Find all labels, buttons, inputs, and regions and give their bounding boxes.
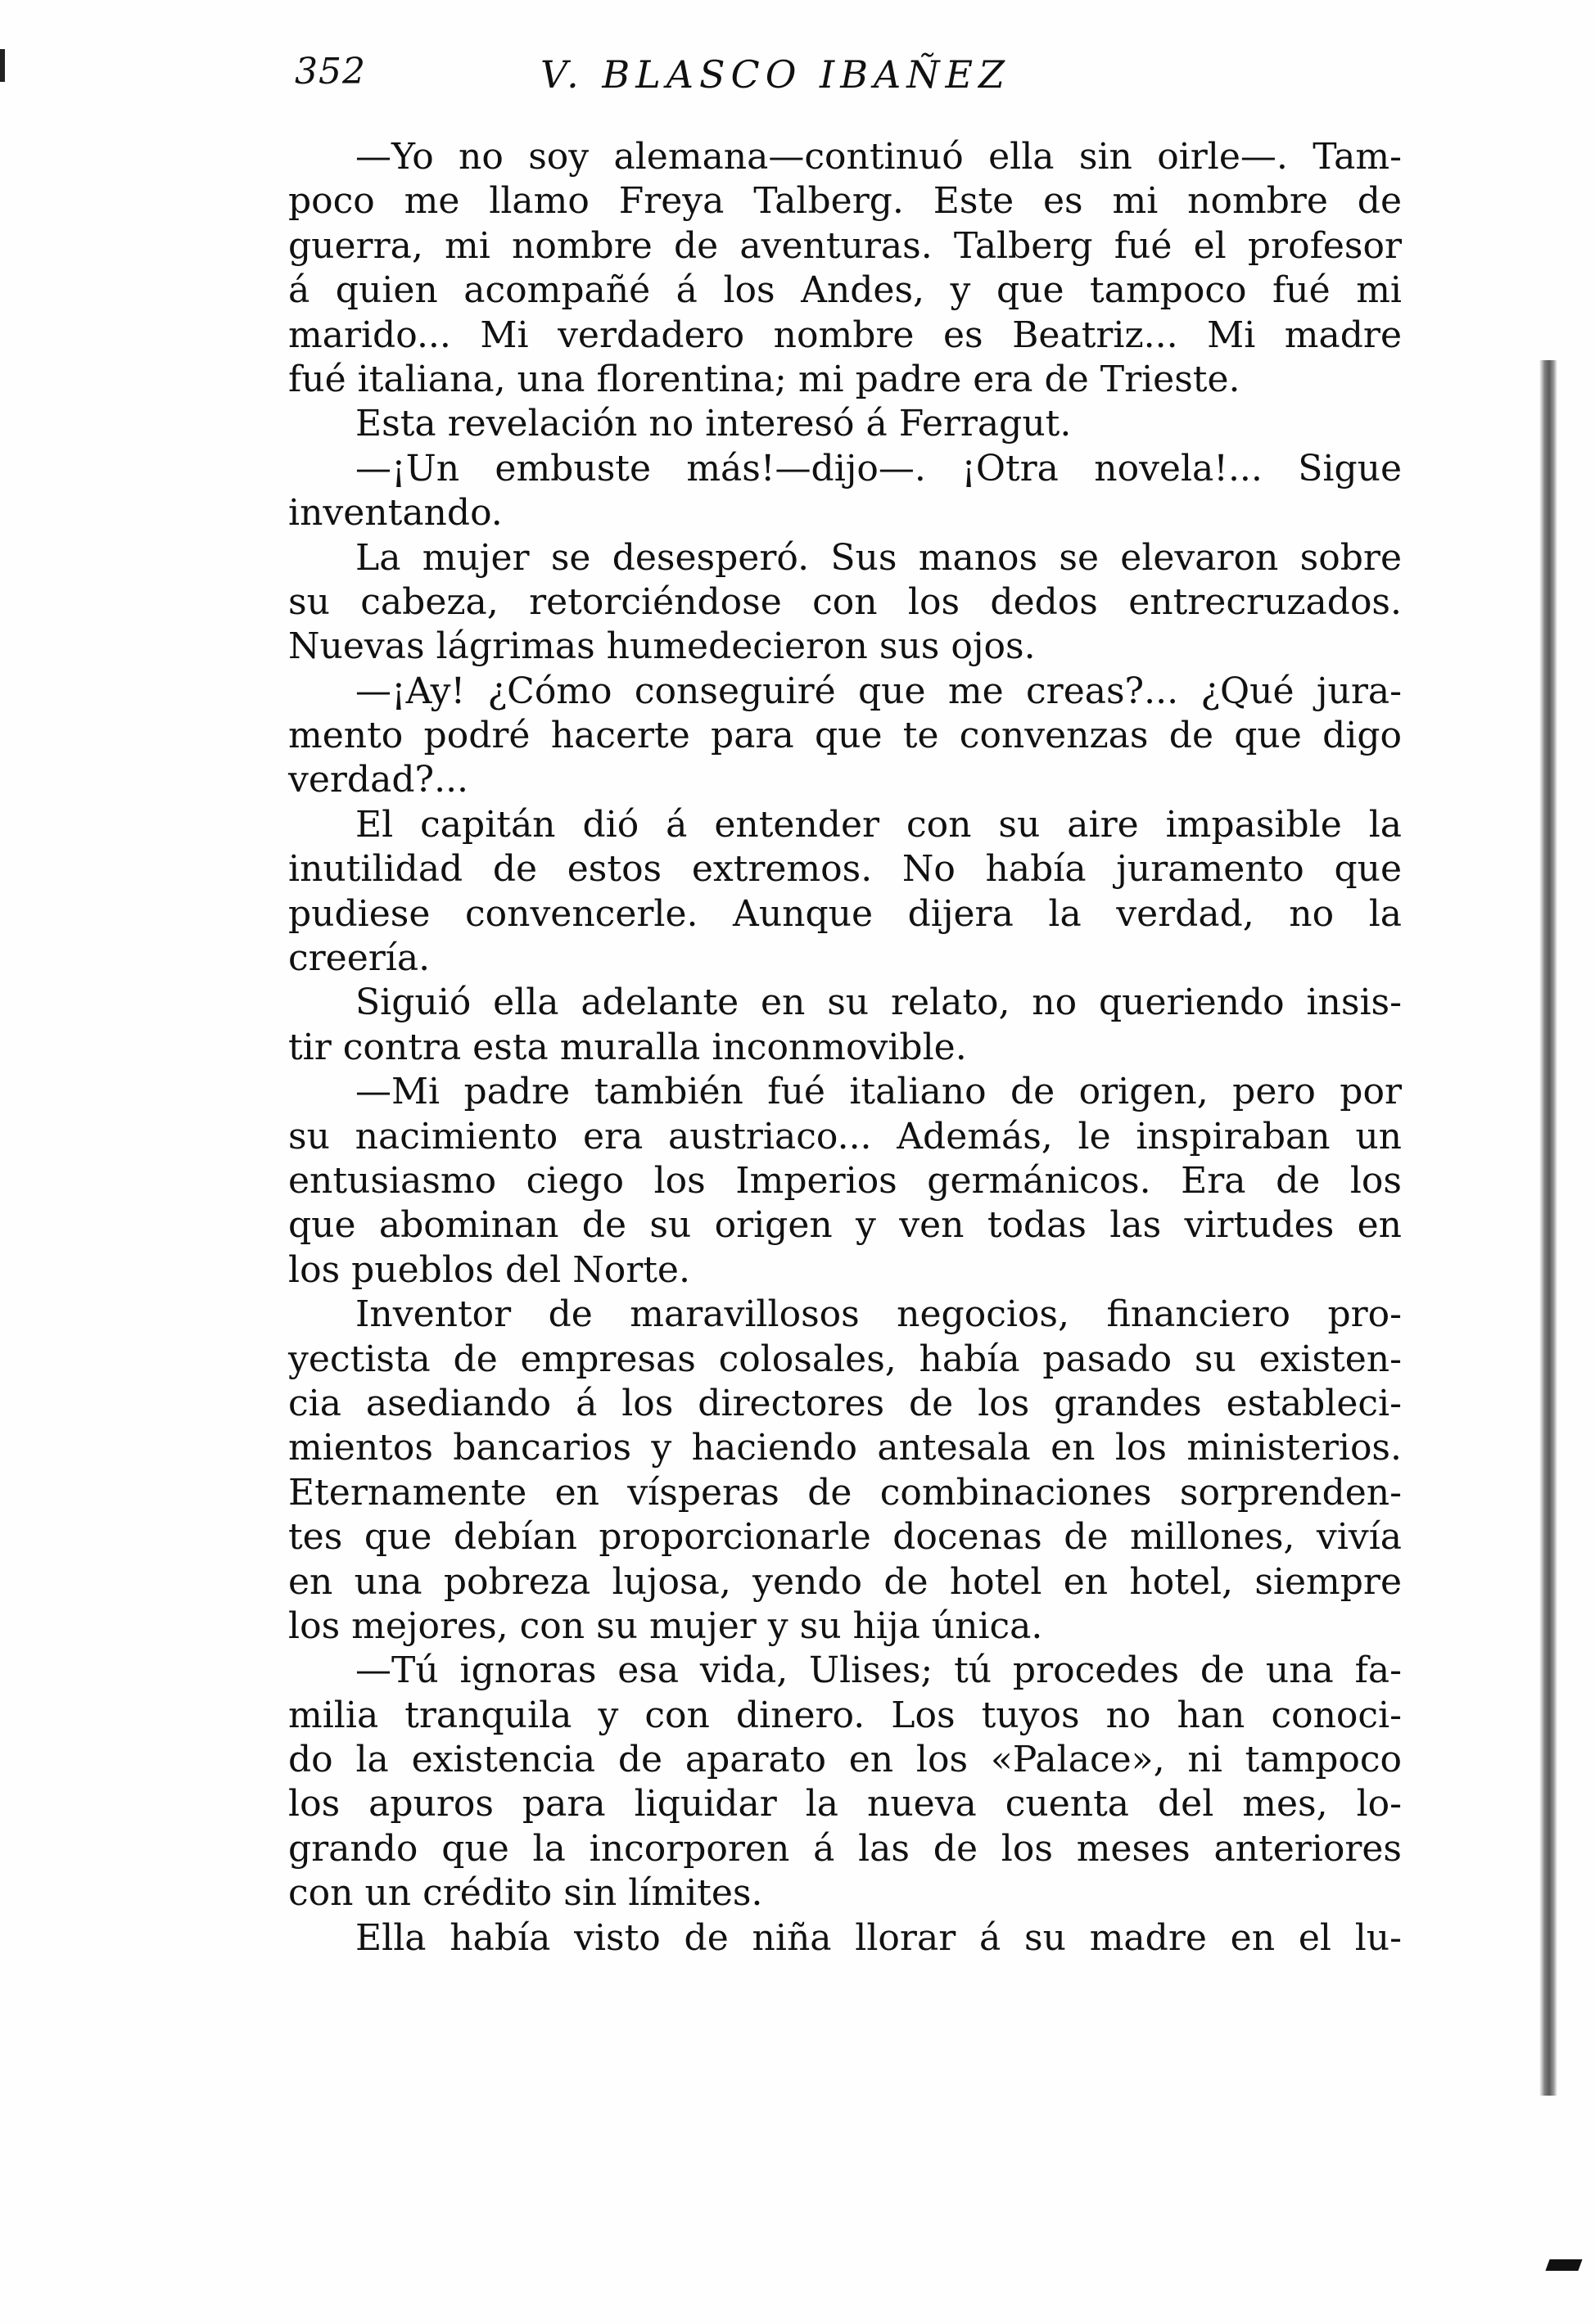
text-line: á quien acompañé á los Andes, y que tampoco fué mi <box>288 269 1402 312</box>
text-line: en una pobreza lujosa, yendo de hotel en hotel, siempre <box>288 1560 1402 1603</box>
text-line: do la existencia de aparato en los «Palace», ni tampoco <box>288 1739 1402 1781</box>
body-text <box>288 135 1402 1961</box>
text-line: Siguió ella adelante en su relato, no queriendo insis- <box>355 981 1402 1024</box>
scan-corner-mark <box>1545 2259 1582 2271</box>
text-line: los apuros para liquidar la nueva cuenta del mes, lo- <box>288 1783 1402 1825</box>
text-line: milia tranquila y con dinero. Los tuyos no han conoci- <box>288 1694 1402 1736</box>
text-line: inutilidad de estos extremos. No había juramento que <box>288 848 1402 891</box>
text-line: Ella había visto de niña llorar á su madre en el lu- <box>355 1916 1402 1959</box>
text-line: tir contra esta muralla inconmovible. <box>288 1026 967 1068</box>
page-edge-mark <box>0 49 5 82</box>
text-line: —¡Ay! ¿Cómo conseguiré que me creas?... ¿Qué jura- <box>355 670 1402 712</box>
text-line: cia asediando á los directores de los grandes estableci- <box>288 1382 1402 1424</box>
text-line: Nuevas lágrimas humedecieron sus ojos. <box>288 625 1036 668</box>
text-line: El capitán dió á entender con su aire impasible la <box>355 803 1402 846</box>
text-line: La mujer se desesperó. Sus manos se elevaron sobre <box>355 536 1402 579</box>
text-line: Inventor de maravillosos negocios, financiero pro- <box>355 1293 1402 1336</box>
text-line: fué italiana, una florentina; mi padre era de Trieste. <box>288 358 1240 400</box>
text-line: mientos bancarios y haciendo antesala en los ministerios. <box>288 1427 1402 1469</box>
text-line: su nacimiento era austriaco... Además, le inspiraban un <box>288 1115 1402 1157</box>
text-line: creería. <box>288 937 431 980</box>
text-line: —Mi padre también fué italiano de origen, pero por <box>355 1071 1402 1113</box>
text-line: pudiese convencerle. Aunque dijera la verdad, no la <box>288 892 1402 935</box>
text-line: verdad?... <box>288 759 469 801</box>
text-line: los mejores, con su mujer y su hija única. <box>288 1604 1043 1647</box>
running-head: V. BLASCO IBAÑEZ <box>540 52 1011 97</box>
text-line: marido... Mi verdadero nombre es Beatriz... Mi madre <box>288 314 1402 356</box>
text-line: —Tú ignoras esa vida, Ulises; tú procedes de una fa- <box>355 1649 1402 1692</box>
text-line: Esta revelación no interesó á Ferragut. <box>355 403 1072 445</box>
text-line: con un crédito sin límites. <box>288 1872 763 1915</box>
page-number: 352 <box>295 51 366 93</box>
text-line: tes que debían proporcionarle docenas de millones, vivía <box>288 1516 1402 1559</box>
text-line: —¡Un embuste más!—dijo—. ¡Otra novela!... Sigue <box>355 447 1402 490</box>
text-line: Eternamente en vísperas de combinaciones sorprenden- <box>288 1471 1402 1514</box>
text-line: guerra, mi nombre de aventuras. Talberg fué el profesor <box>288 224 1402 267</box>
text-line: mento podré hacerte para que te convenzas de que digo <box>288 715 1402 757</box>
text-line: —Yo no soy alemana—continuó ella sin oirle—. Tam- <box>355 136 1402 178</box>
page-header <box>295 51 1408 108</box>
text-line: poco me llamo Freya Talberg. Este es mi nombre de <box>288 180 1402 223</box>
text-line: los pueblos del Norte. <box>288 1248 690 1291</box>
text-line: su cabeza, retorciéndose con los dedos entrecruzados. <box>288 580 1402 623</box>
text-line: inventando. <box>288 492 503 535</box>
text-line: grando que la incorporen á las de los meses anteriores <box>288 1827 1402 1870</box>
text-line: yectista de empresas colosales, había pasado su existen- <box>288 1338 1402 1380</box>
text-line: que abominan de su origen y ven todas las virtudes en <box>288 1204 1402 1247</box>
text-line: entusiasmo ciego los Imperios germánicos. Era de los <box>288 1159 1402 1202</box>
scan-shadow-edge <box>1539 360 1557 2096</box>
